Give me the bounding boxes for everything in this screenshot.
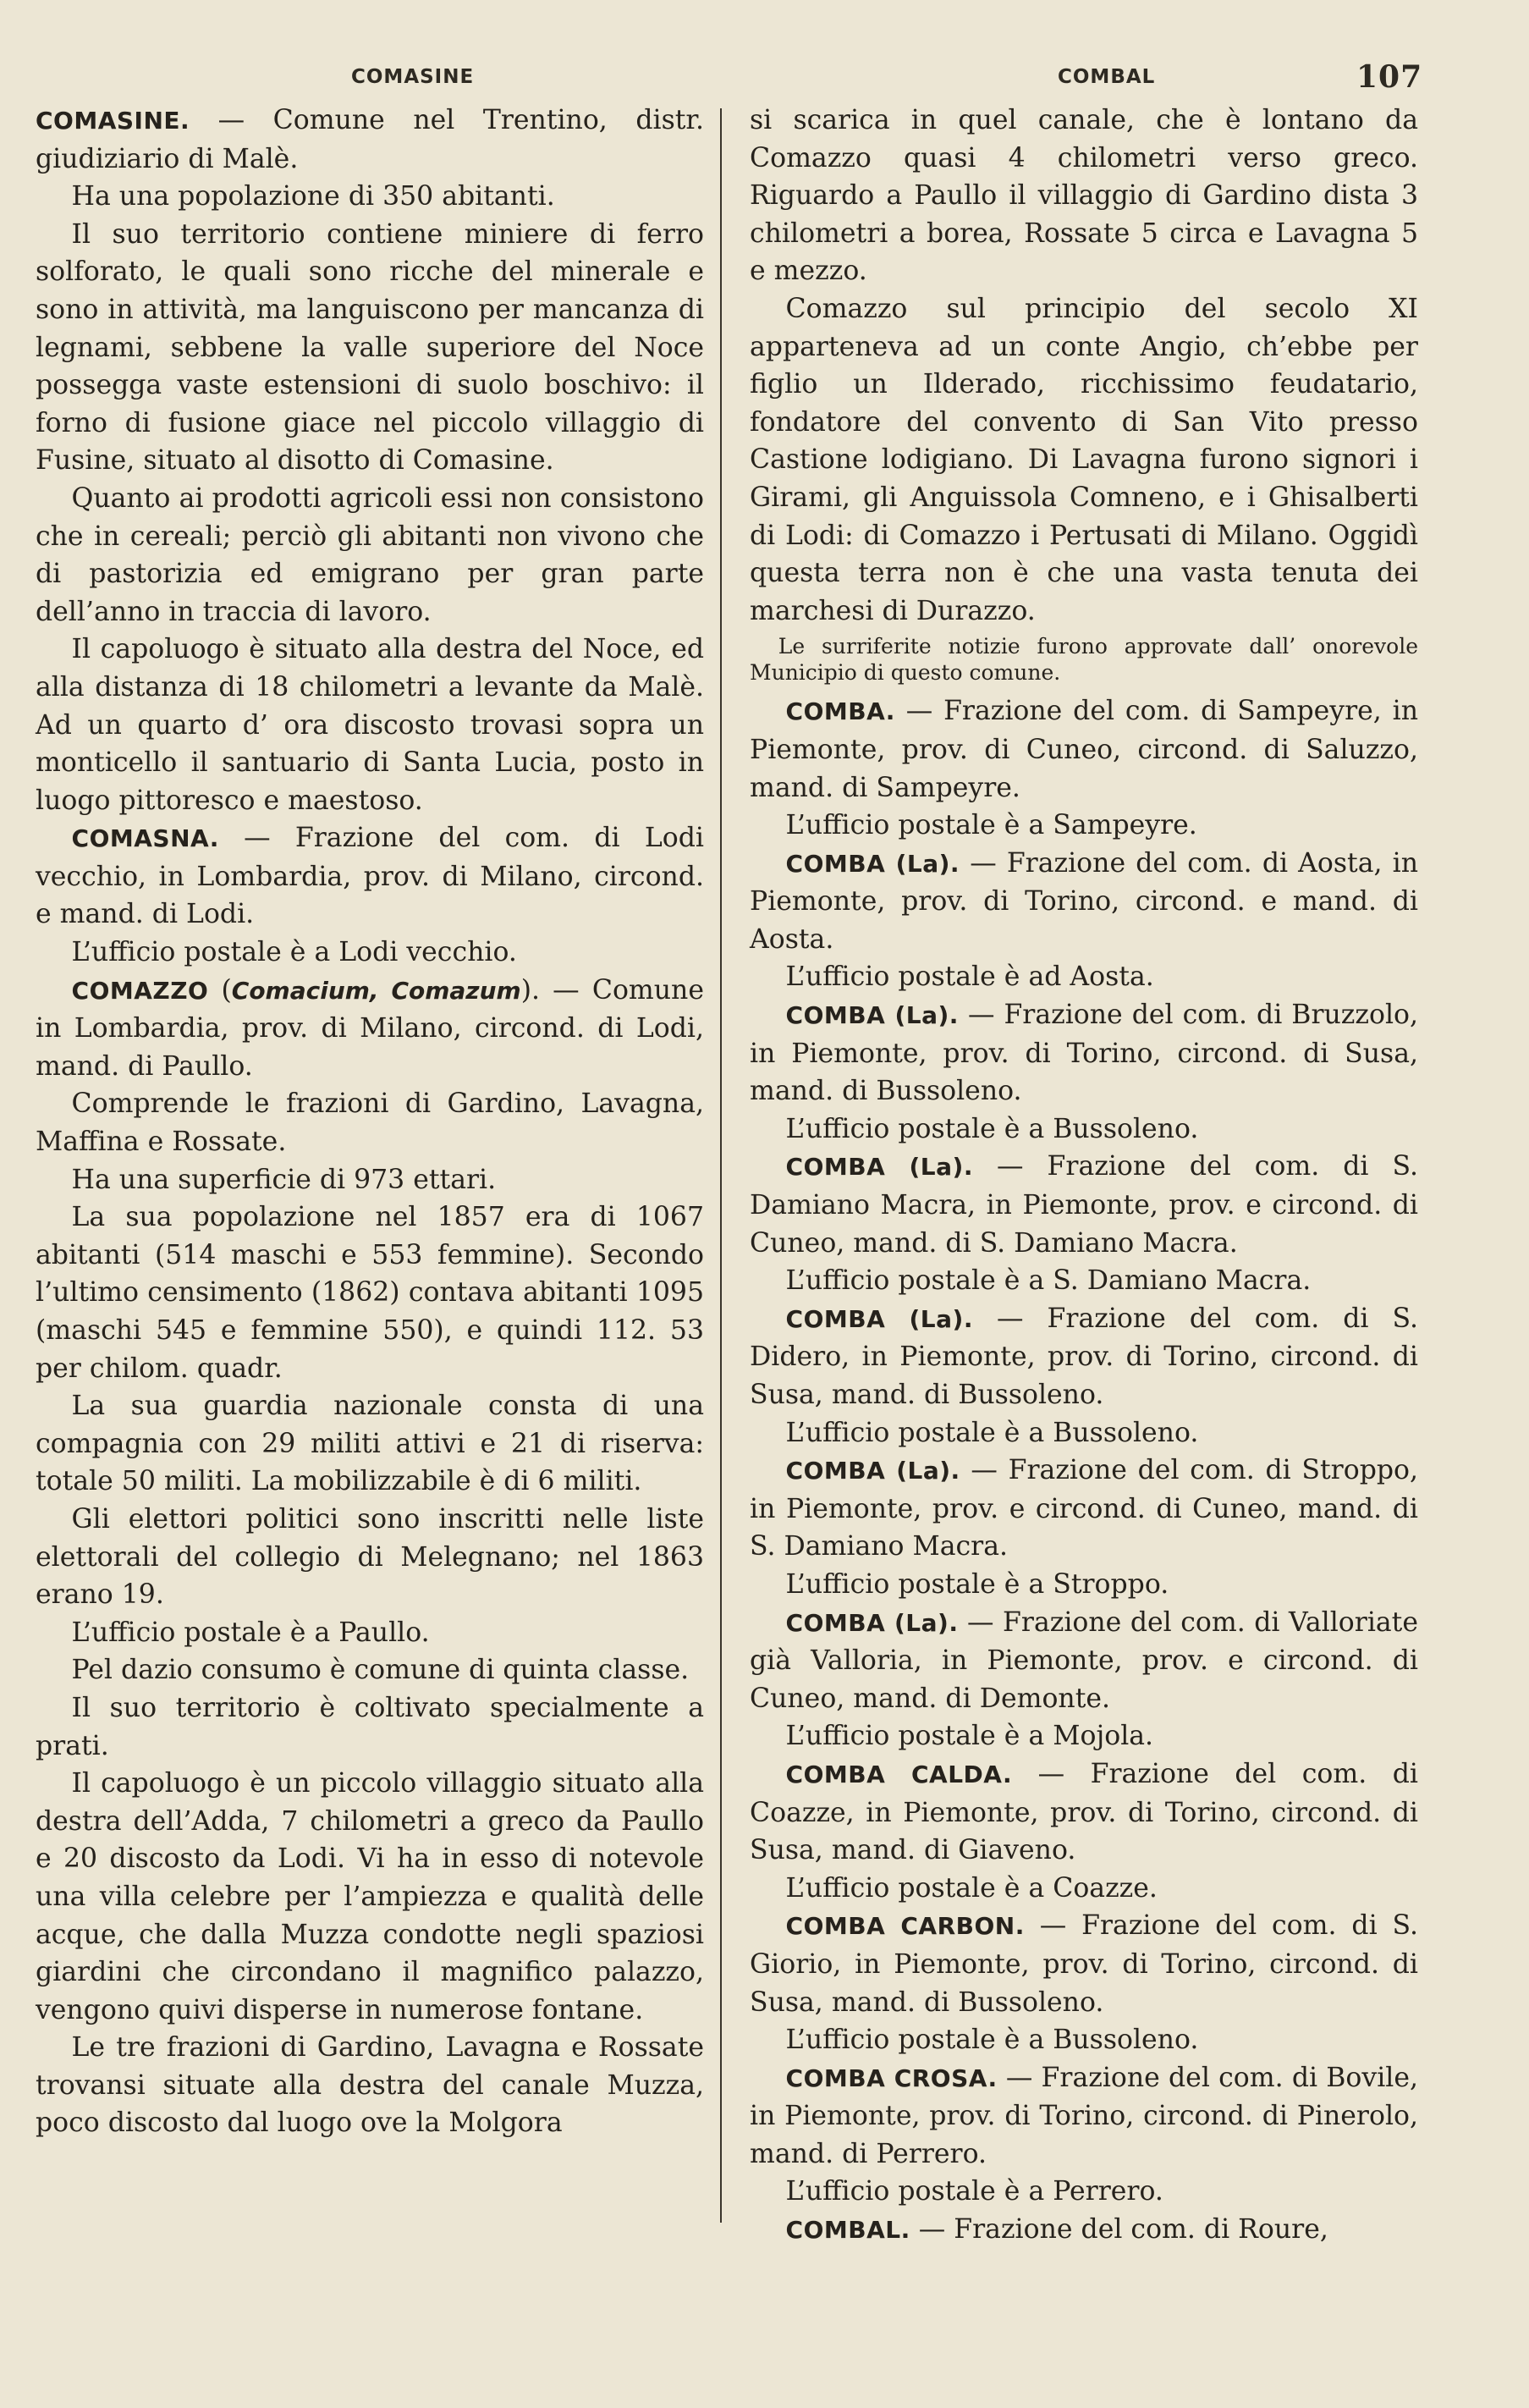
entry-comba-calda (750, 1755, 1418, 1870)
entry-heading: COMASINE. (36, 107, 190, 135)
entry-heading: COMAZZO (71, 976, 209, 1005)
latin-close: ). (520, 974, 541, 1006)
entry-heading: COMBA (La). (785, 1304, 973, 1333)
entry-comba-carbon (750, 1907, 1418, 2021)
postal-office-line: L’ufficio postale è a Stroppo. (785, 1568, 1169, 1600)
postal-office-line: L’ufficio postale è a Coazze. (785, 1872, 1158, 1904)
entry-text: — Frazione del com. di Coazze, in Piemonte, prov. di Torino, circond. di Susa, mand. di Giaveno. (750, 1758, 1418, 1866)
page-number: 107 (1356, 59, 1423, 95)
source-note: Le surriferite notizie furono approvate dall’ onorevole Municipio di questo comune. (750, 634, 1418, 686)
entry-comba-la-aosta (750, 845, 1418, 959)
running-head (0, 59, 1529, 96)
entry-text: — Comune in Lombardia, prov. di Milano, circond. di Lodi, mand. di Paullo. (36, 974, 704, 1082)
paragraph: Ha una popolazione di 350 abitanti. (71, 181, 555, 212)
column-divider (720, 108, 722, 2223)
postal-office-line: L’ufficio postale è a Bussoleno. (785, 2025, 1199, 2056)
entry-heading: COMBA CARBON. (785, 1912, 1025, 1941)
entry-heading: COMBAL. (785, 2216, 910, 2245)
paragraph: Il suo territorio è coltivato specialmente a prati. (36, 1692, 704, 1761)
paragraph: Il suo territorio contiene miniere di ferro solforato, le quali sono ricche del minerale e sono in attività, ma languiscono per mancanza di legnami, sebbene la valle superiore del Noce possegga vaste estensioni di suolo boschivo: il forno di fusione giace nel piccolo villaggio di Fusine, situato al disotto di Comasine. (36, 218, 704, 477)
paragraph: Quanto ai prodotti agricoli essi non consistono che in cereali; perciò gli abitanti non vivono che di pastorizia ed emigrano per gran parte dell’anno in traccia di lavoro. (36, 482, 704, 627)
entry-heading: COMBA (La). (785, 849, 960, 878)
postal-office-line: L’ufficio postale è a Lodi vecchio. (71, 937, 517, 968)
entry-comba-la-bruzzolo (750, 996, 1418, 1110)
running-head-right: COMBAL (1058, 66, 1156, 88)
entry-heading: COMBA CALDA. (785, 1760, 1013, 1788)
postal-office-line: L’ufficio postale è a Mojola. (785, 1721, 1154, 1752)
left-column (36, 102, 704, 2142)
entry-heading: COMBA CROSA. (785, 2064, 998, 2092)
entry-comazzo (36, 972, 704, 1086)
postal-office-line: L’ufficio postale è a Paullo. (71, 1617, 430, 1648)
paragraph: Comprende le frazioni di Gardino, Lavagna, Maffina e Rossate. (36, 1088, 704, 1158)
entry-comba-crosa (750, 2059, 1418, 2174)
paragraph: Le tre frazioni di Gardino, Lavagna e Rossate trovansi situate alla destra del canale Muzza, poco discosto dal luogo ove la Molgora (36, 2032, 704, 2139)
entry-text: — Frazione del com. di Bovile, in Piemonte, prov. di Torino, circond. di Pinerolo, mand. di Perrero. (750, 2062, 1418, 2169)
entry-comba-la-damiano (750, 1148, 1418, 1262)
entry-text: — Frazione del com. di Bruzzolo, in Piemonte, prov. di Torino, circond. di Susa, mand. di Bussoleno. (750, 1000, 1418, 1107)
entry-text: — Frazione del com. di Roure, (910, 2214, 1328, 2245)
entry-heading: COMBA (La). (785, 1457, 960, 1485)
right-column (750, 102, 1418, 2250)
postal-office-line: L’ufficio postale è a Bussoleno. (785, 1113, 1199, 1144)
running-head-left: COMASINE (351, 66, 475, 88)
paragraph: Ha una superficie di 973 ettari. (71, 1164, 497, 1195)
entry-comba-la-valloriate (750, 1604, 1418, 1718)
entry-comasna (36, 819, 704, 934)
paragraph: Il capoluogo è un piccolo villaggio situato alla destra dell’Adda, 7 chilometri a greco da Paullo e 20 discosto da Lodi. Vi ha in esso di notevole una villa celebre per l’ampiezza e qualità delle acque, che dalla Muzza condotte negli spaziosi giardini che circondano il magnifico palazzo, vengono quivi disperse in numerose fontane. (36, 1768, 704, 2025)
entry-text: — Frazione del com. di S. Damiano Macra, in Piemonte, prov. e circond. di Cuneo, mand. di S. Damiano Macra. (750, 1151, 1418, 1259)
entry-text: — Frazione del com. di Stroppo, in Piemonte, prov. e circond. di Cuneo, mand. di S. Damiano Macra. (750, 1455, 1418, 1562)
paragraph: Pel dazio consumo è comune di quinta classe. (71, 1655, 690, 1686)
entry-text: — Frazione del com. di Valloriate già Valloria, in Piemonte, prov. e circond. di Cuneo, mand. di Demonte. (750, 1606, 1418, 1714)
entry-text: — Frazione del com. di S. Giorio, in Piemonte, prov. di Torino, circond. di Susa, mand. di Bussoleno. (750, 1910, 1418, 2018)
postal-office-line: L’ufficio postale è a S. Damiano Macra. (785, 1265, 1312, 1297)
entry-heading: COMBA (La). (785, 1608, 959, 1637)
paragraph: Gli elettori politici sono inscritti nelle liste elettorali del collegio di Melegnano; nel 1863 erano 19. (36, 1503, 704, 1611)
postal-office-line: L’ufficio postale è a Perrero. (785, 2176, 1163, 2207)
entry-heading: COMBA (La). (785, 1001, 959, 1030)
entry-comba-la-stroppo (750, 1452, 1418, 1566)
entry-text: — Frazione del com. di Aosta, in Piemonte, prov. di Torino, circond. e mand. di Aosta. (750, 847, 1418, 955)
entry-text: — Frazione del com. di Lodi vecchio, in Lombardia, prov. di Milano, circond. e mand. di Lodi. (36, 823, 704, 930)
paragraph: La sua guardia nazionale consta di una compagnia con 29 militi attivi e 21 di riserva: totale 50 militi. La mobilizzabile è di 6 militi. (36, 1391, 704, 1497)
paragraph: Il capoluogo è situato alla destra del Noce, ed alla distanza di 18 chilometri a levante da Malè. Ad un quarto d’ ora discosto trovasi sopra un monticello il santuario di Santa Lucia, posto in luogo pittoresco e maestoso. (36, 634, 704, 816)
entry-comba (750, 692, 1418, 807)
entry-comba-la-didero (750, 1300, 1418, 1414)
paragraph: Comazzo sul principio del secolo XI apparteneva ad un conte Angio, ch’ebbe per figlio un Ilderado, ricchissimo feudatario, fondatore del convento di San Vito presso Castione lodigiano. Di Lavagna furono signori i Girami, gli Anguissola Comneno, e i Ghisalberti di Lodi: di Comazzo i Pertusati di Milano. Oggidì questa terra non è che una vasta tenuta dei marchesi di Durazzo. (750, 293, 1418, 626)
entry-heading: COMASNA. (71, 824, 219, 853)
paragraph-continued: si scarica in quel canale, che è lontano da Comazzo quasi 4 chilometri verso greco. Riguardo a Paullo il villaggio di Gardino dista 3 chilometri a borea, Rossate 5 circa e Lavagna 5 e mezzo. (750, 105, 1418, 287)
entry-text: — Frazione del com. di S. Didero, in Piemonte, prov. di Torino, circond. di Susa, mand. di Bussoleno. (750, 1303, 1418, 1410)
entry-heading: COMBA. (785, 697, 895, 726)
postal-office-line: L’ufficio postale è ad Aosta. (785, 962, 1154, 993)
entry-combal (750, 2211, 1418, 2250)
postal-office-line: L’ufficio postale è a Sampeyre. (785, 810, 1197, 841)
entry-text: — Comune nel Trentino, distr. giudiziario di Malè. (36, 105, 704, 174)
entry-heading: COMBA (La). (785, 1153, 973, 1182)
latin-names: Comacium, Comazum (231, 976, 521, 1005)
paragraph: La sua popolazione nel 1857 era di 1067 abitanti (514 maschi e 553 femmine). Secondo l’ultimo censimento (1862) contava abitanti 1095 (maschi 545 e femmine 550), e quindi 112. 53 per chilom. quadr. (36, 1202, 704, 1384)
entry-text: — Frazione del com. di Sampeyre, in Piemonte, prov. di Cuneo, circond. di Saluzzo, mand. di Sampeyre. (750, 696, 1418, 803)
entry-comasine (36, 102, 704, 178)
latin-open: ( (208, 974, 232, 1006)
postal-office-line: L’ufficio postale è a Bussoleno. (785, 1417, 1199, 1448)
